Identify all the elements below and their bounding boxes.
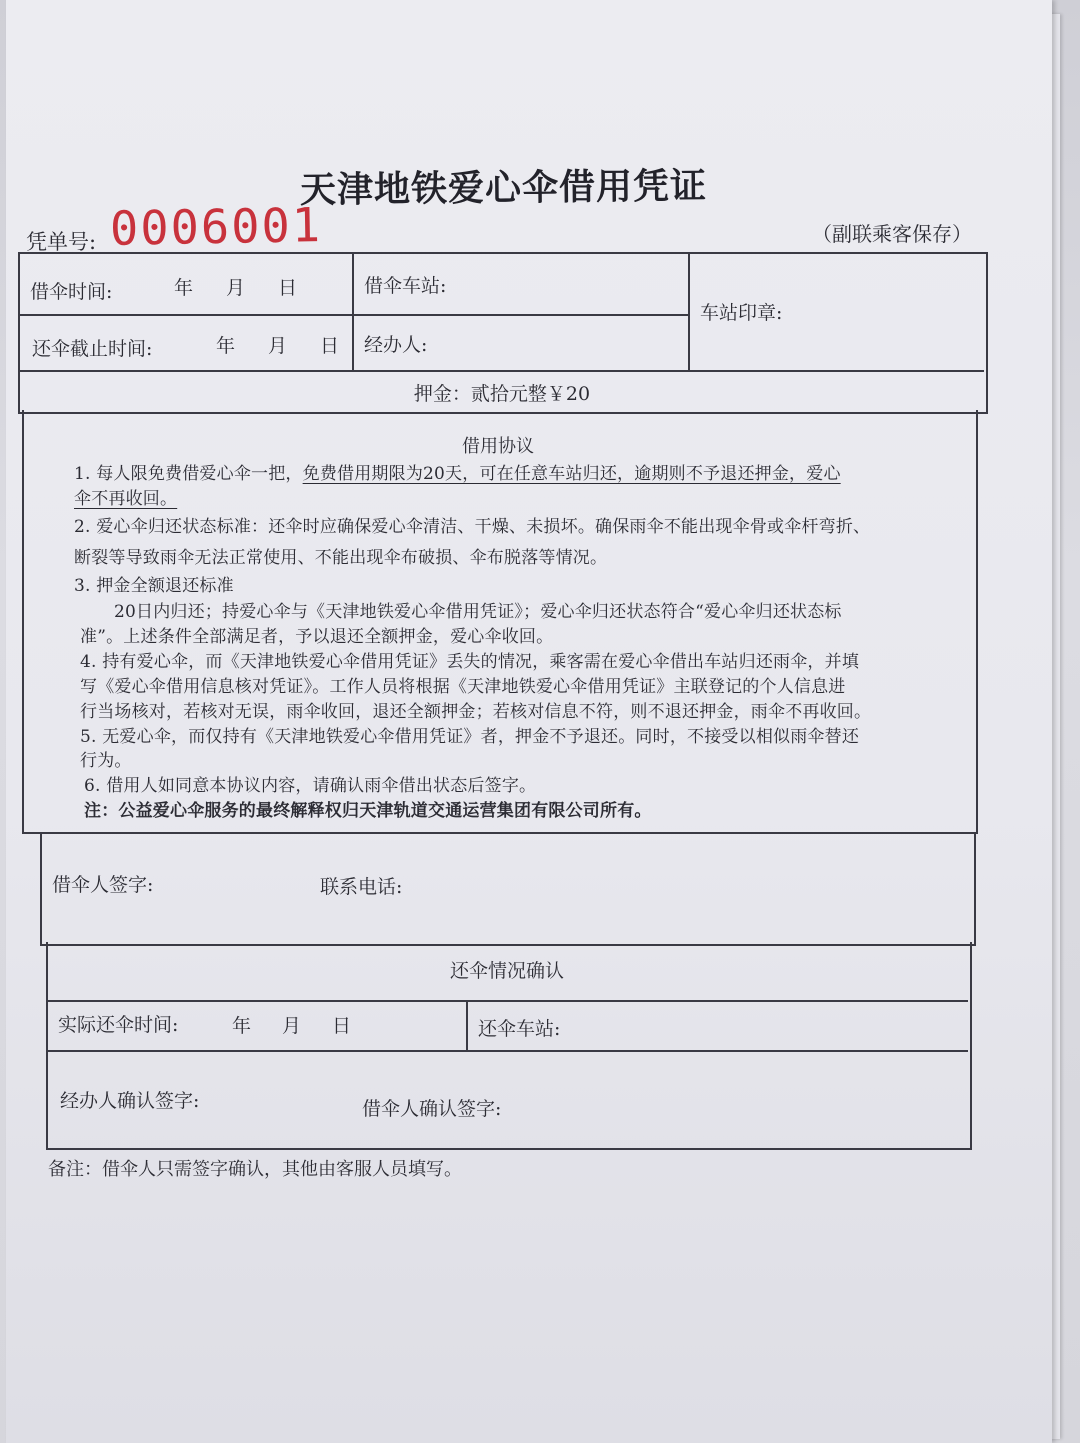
handler-label: 经办人: xyxy=(364,334,428,356)
agreement-line: 断裂等导致雨伞无法正常使用、不能出现伞布破损、伞布脱落等情况。 xyxy=(74,548,608,568)
voucher-number-label: 凭单号: xyxy=(26,230,97,254)
divider xyxy=(20,370,984,372)
agreement-line: 行为。 xyxy=(80,751,132,771)
agreement-line: 准”。上述条件全部满足者，予以退还全额押金，爱心伞收回。 xyxy=(80,627,554,647)
return-month: 月 xyxy=(282,1015,302,1037)
agreement-line: 20日内归还；持爱心伞与《天津地铁爱心伞借用凭证》；爱心伞归还状态符合“爱心伞归还状态标 xyxy=(114,602,842,622)
deadline-day: 日 xyxy=(320,335,340,357)
agreement-line: 1. 每人限免费借爱心伞一把，免费借用期限为20天，可在任意车站归还，逾期则不予退还押金，爱心 xyxy=(74,464,841,484)
return-section-title: 还伞情况确认 xyxy=(449,960,564,982)
deadline-year: 年 xyxy=(216,335,236,357)
voucher-number: 0006001 xyxy=(109,198,323,257)
divider xyxy=(466,1002,468,1050)
agreement-line: 行当场核对，若核对无误，雨伞收回，退还全额押金；若核对信息不符，则不退还押金，雨伞不再收回。 xyxy=(80,702,872,722)
return-day: 日 xyxy=(332,1015,352,1037)
return-station-label: 还伞车站: xyxy=(478,1018,561,1040)
borrow-station-label: 借伞车站: xyxy=(364,275,447,297)
footer-note: 备注：借伞人只需签字确认，其他由客服人员填写。 xyxy=(48,1159,462,1180)
agreement-line: 5. 无爱心伞，而仅持有《天津地铁爱心伞借用凭证》者，押金不予退还。同时，不接受以相似雨伞替还 xyxy=(80,727,860,747)
station-stamp-label: 车站印章: xyxy=(700,302,783,324)
borrower-signature-label: 借伞人签字: xyxy=(52,874,154,896)
agreement-note: 注：公益爱心伞服务的最终解释权归天津轨道交通运营集团有限公司所有。 xyxy=(84,801,652,821)
agreement-line: 写《爱心伞借用信息核对凭证》。工作人员将根据《天津地铁爱心伞借用凭证》主联登记的个人信息进 xyxy=(80,677,846,697)
divider xyxy=(688,254,690,370)
borrow-time-label: 借伞时间: xyxy=(30,281,113,303)
actual-return-time-label: 实际还伞时间: xyxy=(58,1014,179,1036)
borrow-month: 月 xyxy=(226,277,246,299)
signature-box xyxy=(40,832,976,946)
divider xyxy=(48,1000,968,1002)
copy-note: （副联乘客保存） xyxy=(812,222,972,246)
borrow-year: 年 xyxy=(174,277,194,299)
return-deadline-label: 还伞截止时间: xyxy=(32,338,153,360)
deposit-text: 押金：贰拾元整￥20 xyxy=(413,383,591,405)
divider xyxy=(48,1050,968,1052)
agreement-line: 6. 借用人如同意本协议内容，请确认雨伞借出状态后签字。 xyxy=(84,776,537,796)
document-title: 天津地铁爱心伞借用凭证 xyxy=(299,164,708,212)
divider xyxy=(20,314,688,316)
agreement-line: 4. 持有爱心伞，而《天津地铁爱心伞借用凭证》丢失的情况，乘客需在爱心伞借出车站归还雨伞，并填 xyxy=(80,652,860,672)
phone-label: 联系电话: xyxy=(320,876,403,898)
borrow-day: 日 xyxy=(278,277,298,299)
agreement-line: 伞不再收回。 xyxy=(74,489,178,509)
divider xyxy=(352,254,354,370)
deadline-month: 月 xyxy=(268,335,288,357)
agreement-line: 3. 押金全额退还标准 xyxy=(74,576,234,596)
handler-confirm-label: 经办人确认签字: xyxy=(60,1090,200,1112)
borrower-confirm-label: 借伞人确认签字: xyxy=(362,1098,502,1120)
agreement-title: 借用协议 xyxy=(462,436,534,457)
agreement-line: 2. 爱心伞归还状态标准：还伞时应确保爱心伞清洁、干燥、未损坏。确保雨伞不能出现伞骨或伞杆弯折、 xyxy=(74,517,871,537)
return-year: 年 xyxy=(232,1015,252,1037)
